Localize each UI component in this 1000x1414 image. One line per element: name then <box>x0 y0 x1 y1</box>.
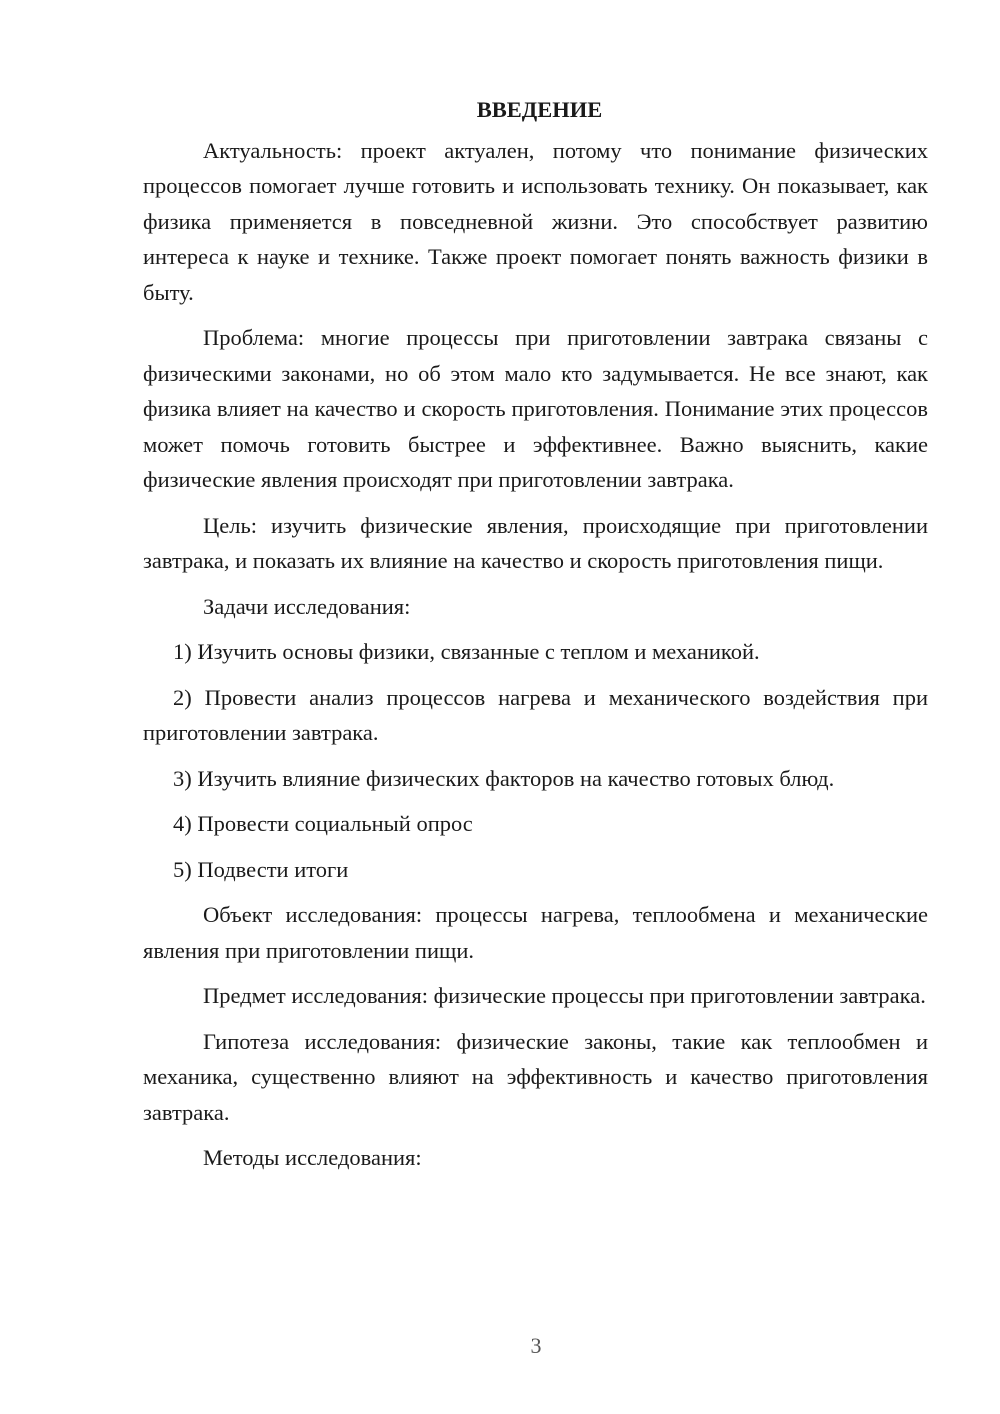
page-content <box>143 92 928 1186</box>
task-item: 1) Изучить основы физики, связанные с теплом и механикой. <box>173 639 760 664</box>
tasks-heading-paragraph: Задачи исследования: <box>203 593 411 619</box>
task-item: 3) Изучить влияние физических факторов на качество готовых блюд. <box>173 765 835 791</box>
task-item: 4) Провести социальный опрос <box>173 811 473 836</box>
section-heading: ВВЕДЕНИЕ <box>476 97 603 122</box>
object-paragraph: Объект исследования: процессы нагрева, теплообмена и механические явления при приготовлении пищи. <box>143 902 928 963</box>
task-item: 2) Провести анализ процессов нагрева и механического воздействия при приготовлении завтрака. <box>143 684 928 745</box>
page-number: 3 <box>530 1333 542 1358</box>
hypothesis-paragraph: Гипотеза исследования: физические законы, такие как теплообмен и механика, существенно влияют на эффективность и качество приготовления завтрака. <box>143 1028 928 1125</box>
subject-paragraph: Предмет исследования: физические процессы при приготовлении завтрака. <box>203 983 926 1008</box>
relevance-paragraph: Актуальность: проект актуален, потому что понимание физических процессов помогает лучше готовить и использовать технику. Он показывает, как физика применяется в повседневной жизни. Это способствует развитию интереса к науке и технике. Также проект помогает понять важность физики в быту. <box>143 137 928 305</box>
problem-paragraph: Проблема: многие процессы при приготовлении завтрака связаны с физическими законами, но об этом мало кто задумывается. Не все знают, как физика влияет на качество и скорость приготовления. Понимание этих процессов может помочь готовить быстрее и эффективнее. Важно выяснить, какие физические явления происходят при приготовлении завтрака. <box>143 325 928 492</box>
methods-paragraph: Методы исследования: <box>203 1145 422 1170</box>
task-item: 5) Подвести итоги <box>173 856 349 882</box>
goal-paragraph: Цель: изучить физические явления, происходящие при приготовлении завтрака, и показать их влияние на качество и скорость приготовления пищи. <box>143 512 928 573</box>
